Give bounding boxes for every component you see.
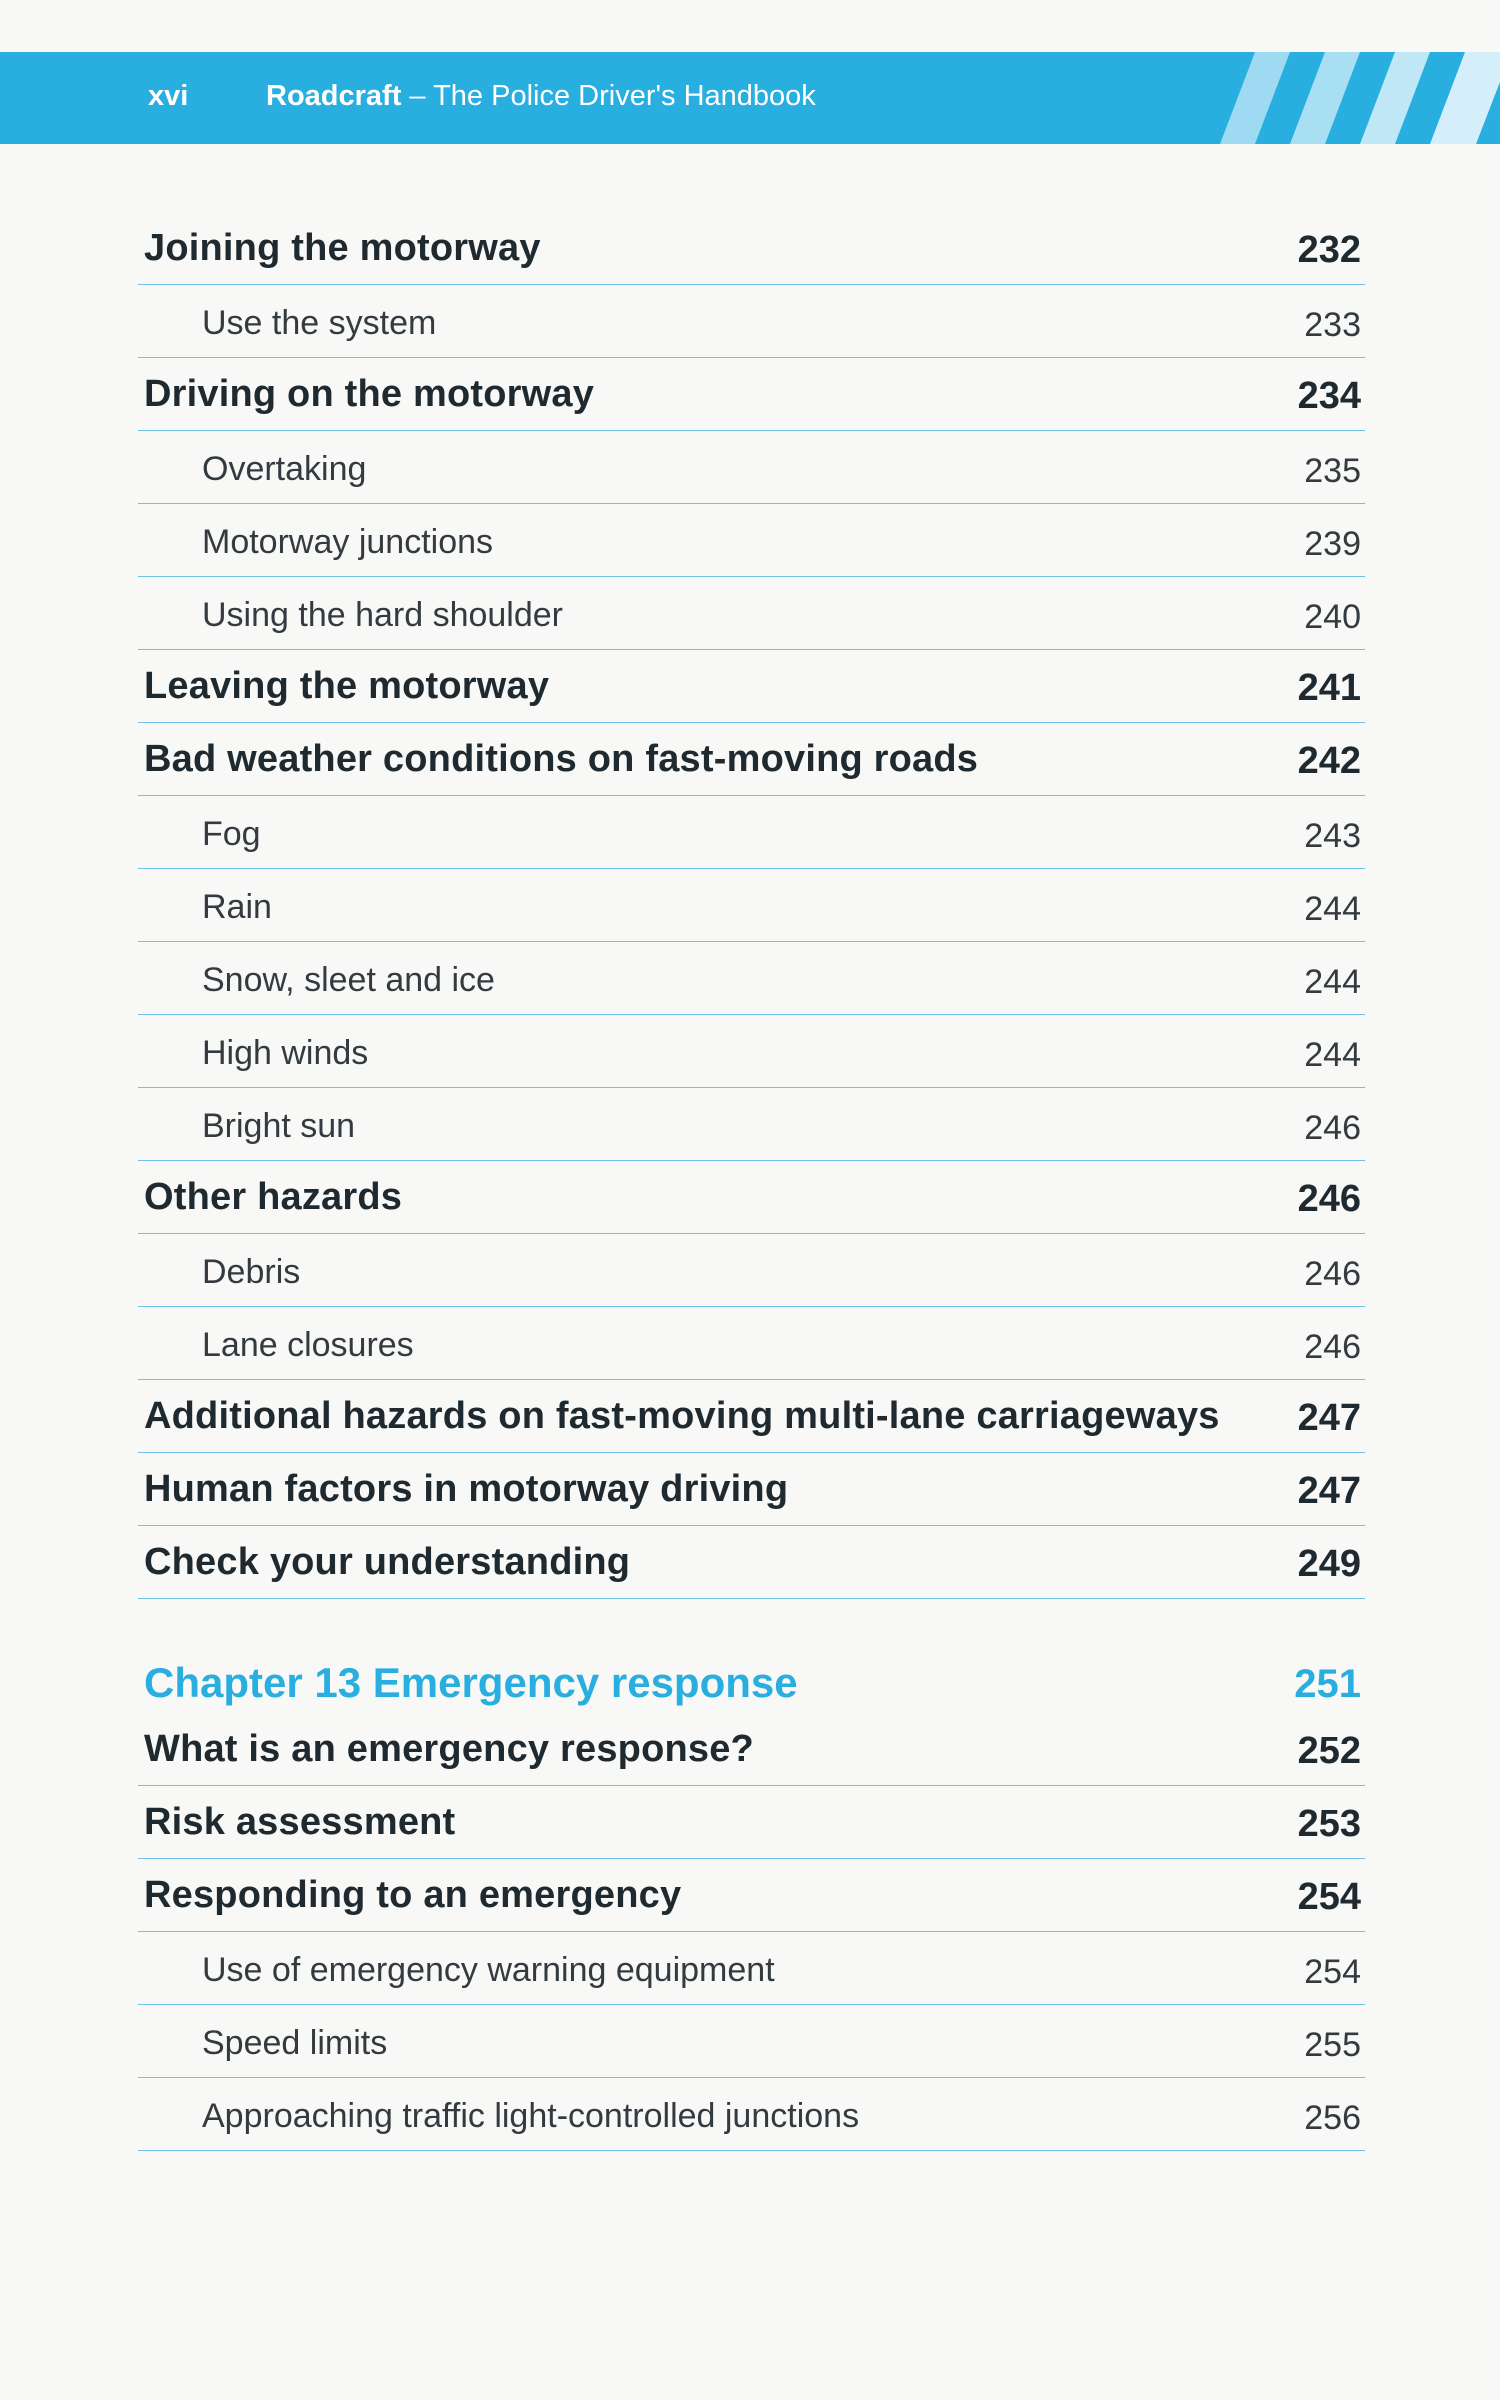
toc-entry-label: What is an emergency response?: [144, 1728, 754, 1770]
toc-entry-label: Driving on the motorway: [144, 373, 595, 415]
toc-entry-label: Approaching traffic light-controlled junctions: [202, 2097, 860, 2135]
toc-entry-page-number: 244: [1304, 963, 1361, 1001]
toc-entry-page-number: 234: [1297, 375, 1361, 417]
toc-subsection-entry: [138, 1015, 1365, 1088]
toc-entry-label: Chapter 13 Emergency response: [144, 1659, 798, 1706]
toc-entry-label: Snow, sleet and ice: [202, 961, 495, 999]
toc-entry-label: Leaving the motorway: [144, 665, 550, 707]
toc-entry-page-number: 239: [1304, 525, 1361, 563]
toc-entry-page-number: 240: [1304, 598, 1361, 636]
toc-entry-page-number: 246: [1297, 1178, 1361, 1220]
toc-section-entry: [138, 1859, 1365, 1932]
toc-section-entry: [138, 1453, 1365, 1526]
toc-entry-page-number: 233: [1304, 306, 1361, 344]
toc-entry-page-number: 247: [1297, 1397, 1361, 1439]
table-of-contents: [138, 212, 1365, 2151]
toc-entry-page-number: 249: [1297, 1543, 1361, 1585]
header-book-subtitle: – The Police Driver's Handbook: [401, 80, 816, 112]
header-stripes-decoration: [1180, 52, 1500, 144]
toc-entry-label: Using the hard shoulder: [202, 596, 564, 634]
toc-entry-page-number: 252: [1297, 1730, 1361, 1772]
toc-entry-label: Additional hazards on fast-moving multi-lane carriageways: [144, 1395, 1220, 1437]
toc-entry-page-number: 255: [1304, 2026, 1361, 2064]
toc-section-entry: [138, 1380, 1365, 1453]
toc-entry-page-number: 241: [1297, 667, 1361, 709]
toc-entry-label: Use of emergency warning equipment: [202, 1951, 775, 1989]
toc-entry-page-number: 232: [1297, 229, 1361, 271]
toc-subsection-entry: [138, 796, 1365, 869]
toc-subsection-entry: [138, 2078, 1365, 2151]
toc-subsection-entry: [138, 1307, 1365, 1380]
toc-entry-label: Check your understanding: [144, 1541, 631, 1583]
toc-subsection-entry: [138, 577, 1365, 650]
toc-section-entry: [138, 650, 1365, 723]
toc-entry-page-number: 244: [1304, 1036, 1361, 1074]
toc-entry-label: Lane closures: [202, 1326, 414, 1364]
toc-entry-page-number: 235: [1304, 452, 1361, 490]
toc-subsection-entry: [138, 869, 1365, 942]
toc-entry-label: High winds: [202, 1034, 369, 1072]
toc-section-entry: [138, 723, 1365, 796]
header-page-number: xvi: [148, 80, 189, 112]
toc-entry-label: Other hazards: [144, 1176, 403, 1218]
toc-entry-page-number: 247: [1297, 1470, 1361, 1512]
toc-entry-label: Speed limits: [202, 2024, 388, 2062]
toc-entry-page-number: 254: [1304, 1953, 1361, 1991]
toc-section-entry: [138, 358, 1365, 431]
toc-subsection-entry: [138, 431, 1365, 504]
toc-entry-page-number: 246: [1304, 1255, 1361, 1293]
toc-entry-label: Motorway junctions: [202, 523, 494, 561]
toc-entry-label: Debris: [202, 1253, 301, 1291]
toc-section-entry: [138, 212, 1365, 285]
toc-entry-label: Human factors in motorway driving: [144, 1468, 789, 1510]
toc-entry-label: Overtaking: [202, 450, 367, 488]
toc-section-entry: [138, 1786, 1365, 1859]
toc-entry-page-number: 251: [1294, 1662, 1361, 1706]
toc-entry-page-number: 242: [1297, 740, 1361, 782]
toc-entry-label: Bad weather conditions on fast-moving roads: [144, 738, 979, 780]
toc-entry-label: Use the system: [202, 304, 437, 342]
toc-section-entry: [138, 1526, 1365, 1599]
toc-entry-label: Responding to an emergency: [144, 1874, 682, 1916]
toc-subsection-entry: [138, 942, 1365, 1015]
toc-chapter-heading: [138, 1633, 1365, 1713]
toc-entry-page-number: 243: [1304, 817, 1361, 855]
toc-subsection-entry: [138, 1088, 1365, 1161]
header-band: [0, 52, 1500, 144]
toc-entry-label: Fog: [202, 815, 261, 853]
toc-entry-label: Rain: [202, 888, 272, 926]
toc-subsection-entry: [138, 1932, 1365, 2005]
header-book-title: [266, 80, 816, 113]
header-book-name: Roadcraft: [266, 80, 402, 112]
toc-section-entry: [138, 1161, 1365, 1234]
toc-entry-page-number: 254: [1297, 1876, 1361, 1918]
toc-entry-page-number: 253: [1297, 1803, 1361, 1845]
toc-entry-page-number: 244: [1304, 890, 1361, 928]
toc-section-entry: [138, 1713, 1365, 1786]
toc-subsection-entry: [138, 285, 1365, 358]
toc-subsection-entry: [138, 504, 1365, 577]
toc-entry-page-number: 256: [1304, 2099, 1361, 2137]
toc-entry-page-number: 246: [1304, 1328, 1361, 1366]
toc-entry-label: Joining the motorway: [144, 227, 541, 269]
toc-subsection-entry: [138, 1234, 1365, 1307]
toc-entry-page-number: 246: [1304, 1109, 1361, 1147]
toc-entry-label: Risk assessment: [144, 1801, 456, 1843]
toc-entry-label: Bright sun: [202, 1107, 356, 1145]
toc-subsection-entry: [138, 2005, 1365, 2078]
